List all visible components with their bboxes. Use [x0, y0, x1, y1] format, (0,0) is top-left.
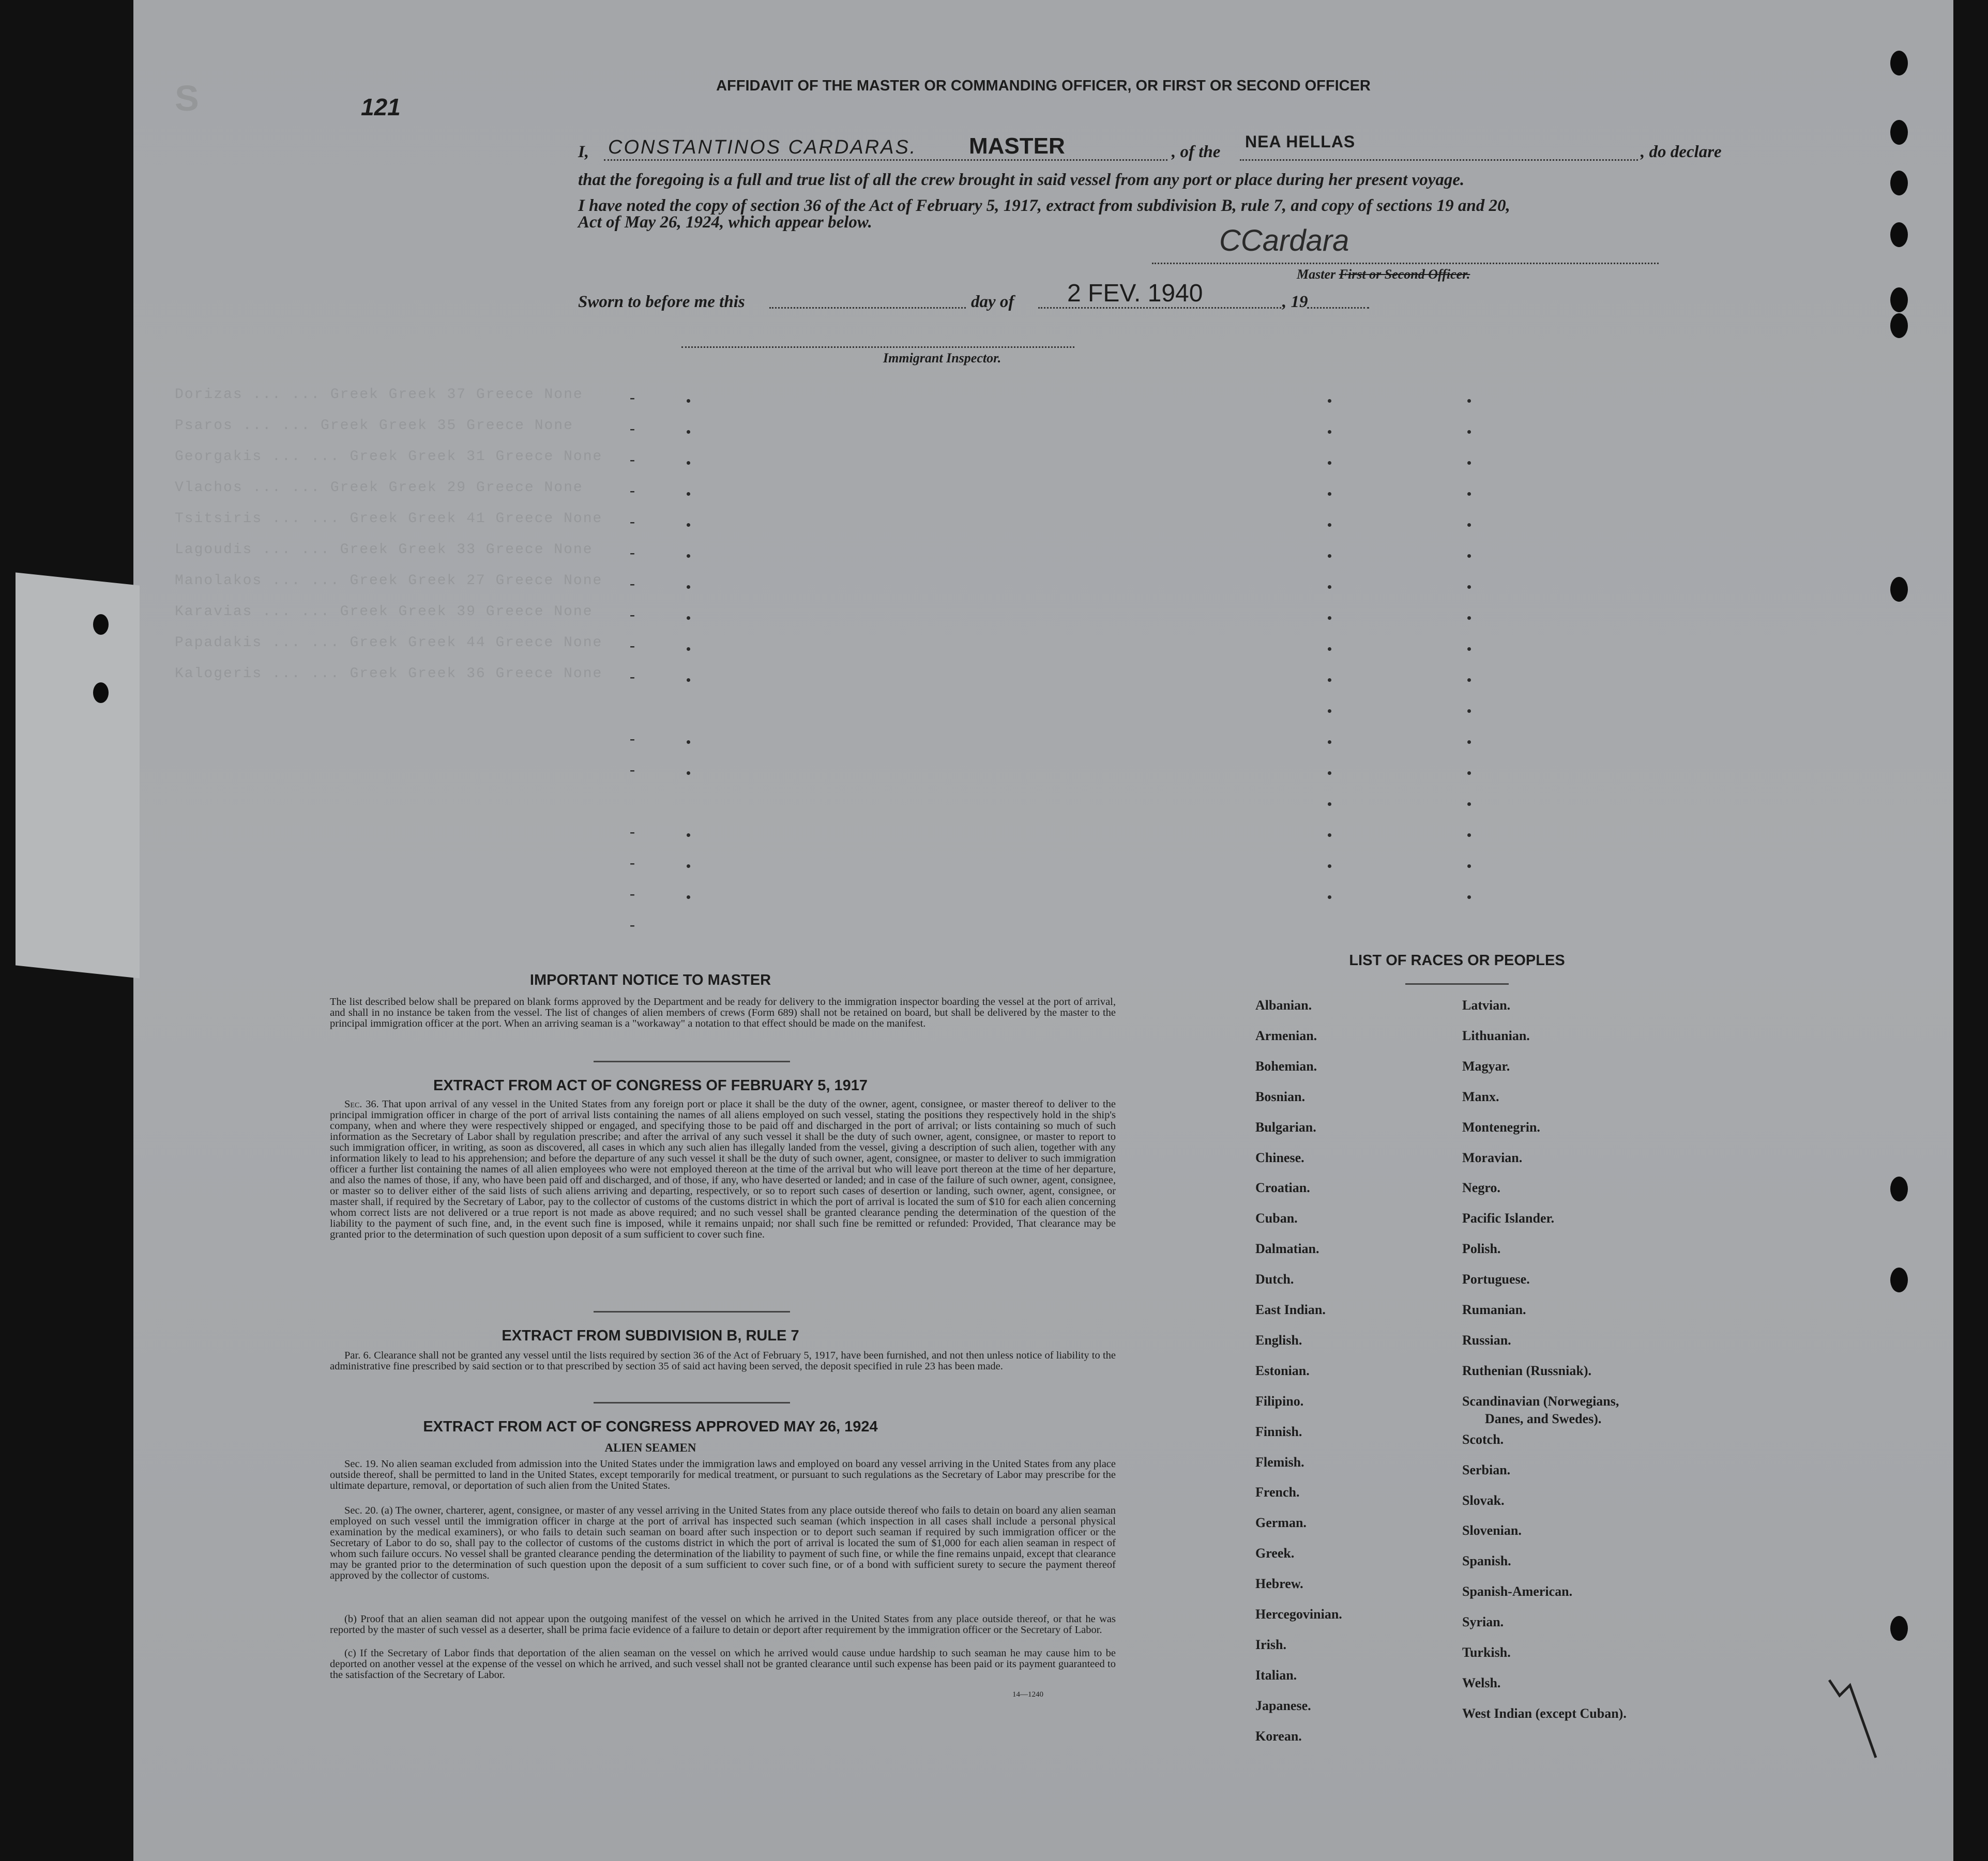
race-item: Hebrew. [1255, 1576, 1303, 1592]
ledger-dash: - [630, 854, 635, 871]
ledger-dash: - [630, 389, 635, 406]
ledger-dash: - [630, 885, 635, 902]
ledger-dot [1328, 554, 1331, 558]
ledger-dot [1467, 740, 1471, 744]
rule7-title: EXTRACT FROM SUBDIVISION B, RULE 7 [502, 1328, 799, 1344]
sworn-day-line [769, 307, 966, 309]
ledger-dash: - [630, 420, 635, 437]
races-divider [1405, 983, 1509, 985]
master-label: Master [1297, 267, 1336, 282]
bleed-ledger-row: Lagoudis ... ... Greek Greek 33 Greece None [175, 542, 593, 558]
handwritten-tick-mark [1819, 1665, 1902, 1768]
race-item: Bulgarian. [1255, 1119, 1316, 1135]
race-item: Japanese. [1255, 1698, 1311, 1713]
attached-paper-tab [16, 572, 140, 978]
binding-hole [1890, 313, 1908, 338]
race-item: Negro. [1462, 1180, 1500, 1196]
bleed-ledger-row: Papadakis ... ... Greek Greek 44 Greece None [175, 635, 603, 651]
do-declare-text: , do declare [1641, 143, 1722, 161]
binding-hole [1890, 1177, 1908, 1201]
ledger-dash: - [630, 823, 635, 840]
master-title: MASTER [969, 133, 1065, 159]
race-item: Rumanian. [1462, 1302, 1526, 1317]
notice-title: IMPORTANT NOTICE TO MASTER [529, 972, 771, 988]
ledger-dot [687, 554, 690, 558]
ledger-dot [687, 523, 690, 527]
affidavit-line-2: that the foregoing is a full and true list of all the crew brought in said vessel from any port or place during her present voyage. [578, 171, 1465, 189]
ledger-dot [1328, 399, 1331, 403]
sec36-label: Sec. 36. [344, 1099, 379, 1110]
race-item: Slovak. [1462, 1492, 1505, 1508]
race-item: Bosnian. [1255, 1089, 1306, 1104]
affidavit-prefix: I, [578, 143, 589, 161]
ledger-dot [687, 399, 690, 403]
ledger-dot [1467, 399, 1471, 403]
ledger-dot [1328, 740, 1331, 744]
bleed-ledger-row: Vlachos ... ... Greek Greek 29 Greece None [175, 480, 583, 496]
sworn-year-line [1307, 307, 1369, 309]
ledger-dot [687, 585, 690, 589]
alien-seamen-subtitle: ALIEN SEAMEN [604, 1441, 696, 1454]
ledger-dot [1328, 492, 1331, 496]
race-item: Portuguese. [1462, 1272, 1530, 1287]
ledger-dot [1328, 430, 1331, 434]
ledger-dot [1467, 430, 1471, 434]
binding-hole [1890, 51, 1908, 75]
ledger-dot [1328, 771, 1331, 775]
ledger-dot [1328, 709, 1331, 713]
ledger-dot [1467, 585, 1471, 589]
affidavit-line-4: Act of May 26, 1924, which appear below. [578, 213, 872, 232]
ledger-dot [687, 740, 690, 744]
bleed-ledger-row: Tsitsiris ... ... Greek Greek 41 Greece None [175, 511, 603, 527]
race-item: Croatian. [1255, 1180, 1310, 1196]
binding-hole [1890, 287, 1908, 312]
ledger-dash: - [630, 451, 635, 468]
ledger-dot [687, 833, 690, 837]
binding-hole [1890, 1616, 1908, 1641]
ledger-dot [1467, 709, 1471, 713]
race-item: Manx. [1462, 1089, 1499, 1104]
inspector-line [681, 346, 1074, 348]
master-name: CONSTANTINOS CARDARAS. [608, 136, 917, 158]
race-item: Magyar. [1462, 1058, 1510, 1074]
race-item: Lithuanian. [1462, 1028, 1530, 1043]
ledger-dot [1467, 461, 1471, 465]
ledger-dash: - [630, 730, 635, 747]
ledger-dash: - [630, 606, 635, 623]
ledger-dot [1328, 616, 1331, 620]
signature-caption [1297, 267, 1470, 282]
race-item: Spanish. [1462, 1553, 1511, 1569]
race-item: Ruthenian (Russniak). [1462, 1363, 1591, 1378]
ledger-dot [1467, 616, 1471, 620]
race-item: Cuban. [1255, 1211, 1298, 1226]
race-item: Syrian. [1462, 1614, 1504, 1630]
bleed-ledger-row: Georgakis ... ... Greek Greek 31 Greece None [175, 449, 603, 465]
ledger-dot [1328, 895, 1331, 899]
ledger-dot [687, 678, 690, 682]
race-item: Italian. [1255, 1667, 1297, 1683]
race-item: Greek. [1255, 1546, 1295, 1561]
ledger-dot [1467, 647, 1471, 651]
extract-1917-title: EXTRACT FROM ACT OF CONGRESS OF FEBRUARY 5, 1917 [433, 1077, 868, 1094]
ledger-dot [1328, 523, 1331, 527]
of-the-text: , of the [1172, 143, 1221, 161]
race-item: Welsh. [1462, 1675, 1501, 1690]
bleed-ledger-row: Dorizas ... ... Greek Greek 37 Greece None [175, 387, 583, 403]
ledger-dot [1328, 833, 1331, 837]
race-item: East Indian. [1255, 1302, 1326, 1317]
affidavit-line-3: I have noted the copy of section 36 of the Act of February 5, 1917, extract from subdivision B, rule 7, and copy of sections 19 and 20, [578, 196, 1510, 215]
rule7-text: Par. 6. Clearance shall not be granted any vessel until the lists required by section 36 of the Act of February 5, 1917, have been furnished, and not then unless notice of liability to the administrative fine prescribed by said section or to that prescribed by section 35 of said act having been served, the deposit specified in rule 23 has been made. [330, 1350, 1116, 1372]
ledger-dash: - [630, 916, 635, 933]
ledger-dot [687, 492, 690, 496]
struck-officer-label: First or Second Officer. [1339, 267, 1470, 282]
ledger-dot [687, 647, 690, 651]
bleed-ledger-row: Kalogeris ... ... Greek Greek 36 Greece None [175, 666, 603, 682]
sec20c-text: (c) If the Secretary of Labor finds that deportation of the alien seaman on the vessel on which he arrived would cause undue hardship to such seaman he may cause him to be deported on another vessel at the expense of the vessel on which he arrived, and such vessel shall not be granted clearance until such expense has been paid or its payment guaranteed to the satisfaction of the Secretary of Labor. [330, 1648, 1116, 1681]
binding-hole [1890, 1268, 1908, 1292]
race-item: Moravian. [1462, 1150, 1523, 1165]
ledger-dot [1467, 802, 1471, 806]
ledger-dash: - [630, 668, 635, 685]
ledger-dot [1328, 585, 1331, 589]
races-title: LIST OF RACES OR PEOPLES [1349, 952, 1565, 969]
ledger-dot [1328, 678, 1331, 682]
ledger-dot [1467, 833, 1471, 837]
ledger-dot [1467, 864, 1471, 868]
race-item: Spanish-American. [1462, 1584, 1573, 1599]
form-number: 14—1240 [1012, 1690, 1043, 1699]
sworn-day-label: day of [971, 293, 1014, 311]
race-item: Russian. [1462, 1332, 1511, 1348]
ledger-dot [687, 461, 690, 465]
tab-hole [93, 682, 109, 703]
ledger-dash: - [630, 513, 635, 530]
inspector-label: Immigrant Inspector. [883, 350, 1001, 365]
ledger-dot [1328, 802, 1331, 806]
race-item: Filipino. [1255, 1393, 1304, 1409]
race-item: Dutch. [1255, 1272, 1294, 1287]
master-signature: CCardara [1219, 224, 1349, 257]
sworn-date: 2 FEV. 1940 [1067, 280, 1203, 307]
extract-1924-title: EXTRACT FROM ACT OF CONGRESS APPROVED MAY 26, 1924 [423, 1418, 878, 1435]
ledger-dot [687, 771, 690, 775]
race-item: Bohemian. [1255, 1058, 1317, 1074]
binding-hole [1890, 222, 1908, 247]
page-number: 121 [361, 94, 401, 120]
tab-hole [93, 614, 109, 635]
ledger-dot [1467, 492, 1471, 496]
sec20a-text: Sec. 20. (a) The owner, charterer, agent, consignee, or master of any vessel arriving in the United States from any place outside thereof who fails to detain on board any alien seaman employed on such vessel until the immigration officer in charge at the port of arrival has inspected such seaman (which inspection in all cases shall include a personal physical examination by the medical examiners), or who fails to detain such seaman on board after such inspection or to deport such seaman if required by such immigration officer or the Secretary of Labor to do so, shall pay to the collector of customs of the customs district in which the port of arrival is located the sum of $1,000 for each alien seaman in respect of whom such failure occurs. No vessel shall be granted clearance pending the determination of the liability to payment of such fine, or while the fine remains unpaid, except that clearance may be granted prior to the determination of such question upon the deposit of a sum sufficient to cover such fine, or of a bond with sufficient surety to secure the payment thereof approved by the collector of customs. [330, 1505, 1116, 1581]
ledger-dot [1467, 895, 1471, 899]
race-item: German. [1255, 1515, 1307, 1531]
ledger-dot [687, 864, 690, 868]
vessel-name: NEA HELLAS [1245, 132, 1356, 151]
section-divider [594, 1311, 790, 1313]
bleed-ledger-row: Karavias ... ... Greek Greek 39 Greece None [175, 604, 593, 620]
race-item: Slovenian. [1462, 1523, 1522, 1538]
ledger-dash: - [630, 575, 635, 592]
race-item: Latvian. [1462, 998, 1511, 1013]
section-divider [594, 1402, 790, 1404]
race-item: Dalmatian. [1255, 1241, 1319, 1257]
bleed-through-stamp: S [175, 78, 202, 118]
race-item: Danes, and Swedes). [1485, 1411, 1602, 1426]
race-item: Irish. [1255, 1637, 1286, 1652]
ledger-dot [1328, 461, 1331, 465]
ledger-dash: - [630, 637, 635, 654]
notice-text: The list described below shall be prepared on blank forms approved by the Department and be ready for delivery to the immigration inspector boarding the vessel at the port of arrival, and shall in no instance be taken from the vessel. The list of changes of alien members of crews (Form 689) shall not be retained on board, but shall be delivered by the master to the principal immigration officer at the port. When an arriving seaman is a "workaway" a notation to that effect should be made on the manifest. [330, 996, 1116, 1029]
ledger-dot [1467, 554, 1471, 558]
vessel-line [1240, 159, 1638, 161]
binding-hole [1890, 120, 1908, 145]
bleed-ledger-row: Manolakos ... ... Greek Greek 27 Greece None [175, 573, 603, 589]
race-item: Estonian. [1255, 1363, 1310, 1378]
sec19-text: Sec. 19. No alien seaman excluded from admission into the United States under the immigration laws and employed on board any vessel arriving in the United States from any place outside thereof, shall be permitted to land in the United States, except temporarily for medical treatment, or pursuant to such regulations as the Secretary of Labor may prescribe for the ultimate departure, removal, or deportation of such alien from the United States. [330, 1458, 1116, 1491]
ledger-dot [1467, 523, 1471, 527]
sec36-body: That upon arrival of any vessel in the United States from any foreign port or place it shall be the duty of the owner, agent, consignee, or master thereof to deliver to the principal immigration officer in charge of the port of arrival lists containing the names of all aliens employed on such vessel, stating the positions they respectively hold in the ship's company, when and where they were respectively shipped or engaged, and specifying those to be paid off and discharged in the port of arrival; or lists containing so much of such information as the Secretary of Labor shall by regulation prescribe; and after the arrival of any such vessel it shall be the duty of such owner, agent, consignee, or master to report to such immigration officer, in writing, as soon as discovered, all cases in which any such alien has illegally landed from the vessel, giving a description of such alien, together with any information likely to lead to his apprehension; and before the departure of any such vessel it shall be the duty of such owner, agent, consignee, or master to deliver to such immigration officer a further list containing the names of all alien employees who were not employed thereon at the time of the arrival but who will leave port thereon at the time of her departure, and also the names of those, if any, who have been paid off and discharged, and of those, if any, who have deserted or landed; and in case of the failure of such owner, agent, consignee, or master so to deliver either of the said lists of such aliens arriving and departing, respectively, or so to report such cases of desertion or landing, such owner, agent, consignee, or master shall, if required by the Secretary of Labor, pay to the collector of customs of the customs district in which the port of arrival is located the sum of $10 for each alien concerning whom correct lists are not delivered or a true report is not made as above required; and no such vessel shall be granted clearance pending the determination of the question of the liability to the payment of such fine, and, in the event such fine is imposed, while it remains unpaid; nor shall such fine be remitted or refunded: Provided, That clearance may be granted prior to the determination of such question upon deposit of a sum sufficient to cover such fine. [330, 1099, 1116, 1240]
ledger-dash: - [630, 482, 635, 499]
binding-hole [1890, 577, 1908, 602]
race-item: Albanian. [1255, 998, 1312, 1013]
ledger-dot [687, 895, 690, 899]
race-item: Armenian. [1255, 1028, 1317, 1043]
race-item: Scotch. [1462, 1431, 1504, 1447]
sec20b-text: (b) Proof that an alien seaman did not appear upon the outgoing manifest of the vessel on which he arrived in the United States from any place outside thereof, or that he was reported by the master of such vessel as a deserter, shall be prima facie evidence of a failure to detain or deport after requirement by the immigration officer or the Secretary of Labor. [330, 1613, 1116, 1636]
race-item: English. [1255, 1332, 1302, 1348]
race-item: Hercegovinian. [1255, 1607, 1342, 1622]
ledger-dot [1328, 864, 1331, 868]
ledger-dot [687, 430, 690, 434]
binding-hole [1890, 171, 1908, 195]
section-divider [594, 1061, 790, 1062]
race-item: Montenegrin. [1462, 1119, 1540, 1135]
race-item: Korean. [1255, 1728, 1302, 1744]
ledger-dot [1328, 647, 1331, 651]
sworn-year-label: , 19 [1282, 293, 1308, 311]
ledger-dot [687, 616, 690, 620]
ledger-dot [1467, 771, 1471, 775]
sworn-prefix: Sworn to before me this [578, 293, 745, 311]
race-item: Flemish. [1255, 1454, 1304, 1470]
race-item: French. [1255, 1485, 1300, 1500]
race-item: Scandinavian (Norwegians, [1462, 1393, 1619, 1409]
affidavit-title: AFFIDAVIT OF THE MASTER OR COMMANDING OFFICER, OR FIRST OR SECOND OFFICER [716, 78, 1371, 94]
master-name-line [604, 159, 1167, 161]
race-item: Chinese. [1255, 1150, 1304, 1165]
document-page [133, 0, 1953, 1861]
ledger-dash: - [630, 761, 635, 778]
extract-1917-text [330, 1099, 1116, 1240]
race-item: Pacific Islander. [1462, 1211, 1555, 1226]
bleed-ledger-row: Psaros ... ... Greek Greek 35 Greece None [175, 418, 573, 434]
race-item: Polish. [1462, 1241, 1501, 1257]
ledger-dot [1467, 678, 1471, 682]
race-item: Turkish. [1462, 1645, 1511, 1660]
signature-line [1152, 263, 1659, 264]
race-item: West Indian (except Cuban). [1462, 1705, 1627, 1721]
ledger-dash: - [630, 544, 635, 561]
race-item: Serbian. [1462, 1462, 1511, 1477]
race-item: Finnish. [1255, 1424, 1302, 1439]
